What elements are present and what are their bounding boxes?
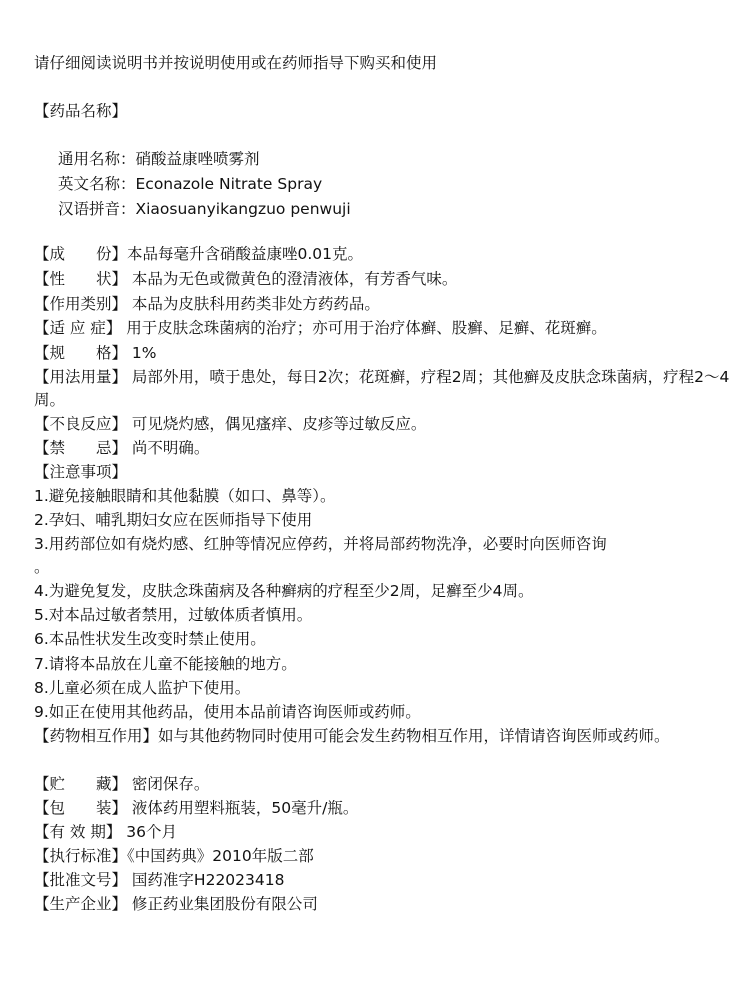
section-package: 【包 装】 液体药用塑料瓶装，50毫升/瓶。 (34, 799, 359, 817)
section-contraindications: 【禁 忌】 尚不明确。 (34, 439, 210, 457)
precautions-heading: 【注意事项】 (34, 463, 128, 481)
section-manufacturer: 【生产企业】 修正药业集团股份有限公司 (34, 895, 318, 913)
section-storage: 【贮 藏】 密闭保存。 (34, 775, 210, 793)
precaution-item: 1.避免接触眼睛和其他黏膜（如口、鼻等）。 (34, 487, 336, 505)
english-name: 英文名称：Econazole Nitrate Spray (58, 175, 323, 193)
section-indications: 【适 应 症】 用于皮肤念珠菌病的治疗；亦可用于治疗体癣、股癣、足癣、花斑癣。 (34, 319, 607, 337)
precaution-item: 9.如正在使用其他药品，使用本品前请咨询医师或药师。 (34, 703, 421, 721)
section-adverse-reactions: 【不良反应】 可见烧灼感，偶见瘙痒、皮疹等过敏反应。 (34, 415, 427, 433)
precaution-item: 8.儿童必须在成人监护下使用。 (34, 679, 251, 697)
section-interactions: 【药物相互作用】如与其他药物同时使用可能会发生药物相互作用，详情请咨询医师或药师。 (34, 727, 670, 745)
pinyin-name: 汉语拼音：Xiaosuanyikangzuo penwuji (58, 200, 351, 218)
precaution-item: 6.本品性状发生改变时禁止使用。 (34, 630, 266, 648)
section-appearance: 【性 状】 本品为无色或微黄色的澄清液体，有芳香气味。 (34, 270, 458, 288)
section-dosage: 【用法用量】 局部外用，喷于患处，每日2次；花斑癣，疗程2周；其他癣及皮肤念珠菌病，疗程2～4周。 (34, 368, 730, 409)
precaution-item: 5.对本品过敏者禁用，过敏体质者慎用。 (34, 606, 313, 624)
section-standard: 【执行标准】《中国药典》2010年版二部 (34, 847, 314, 865)
generic-name: 通用名称：硝酸益康唑喷雾剂 (58, 150, 260, 168)
section-validity: 【有 效 期】 36个月 (34, 823, 178, 841)
precaution-item: 4.为避免复发，皮肤念珠菌病及各种癣病的疗程至少2周，足癣至少4周。 (34, 582, 534, 600)
drug-name-heading: 【药品名称】 (34, 102, 128, 120)
precaution-item: 2.孕妇、哺乳期妇女应在医师指导下使用 (34, 511, 313, 529)
header-notice: 请仔细阅读说明书并按说明使用或在药师指导下购买和使用 (34, 54, 438, 72)
section-category: 【作用类别】 本品为皮肤科用药类非处方药药品。 (34, 295, 380, 313)
precaution-item: 3.用药部位如有烧灼感、红肿等情况应停药，并将局部药物洗净，必要时向医师咨询 (34, 535, 607, 553)
section-approval: 【批准文号】 国药准字H22023418 (34, 871, 285, 889)
section-specification: 【规 格】 1% (34, 344, 157, 362)
precaution-item: 7.请将本品放在儿童不能接触的地方。 (34, 655, 297, 673)
precaution-item: 。 (34, 558, 50, 576)
section-ingredients: 【成 份】本品每毫升含硝酸益康唑0.01克。 (34, 245, 364, 263)
